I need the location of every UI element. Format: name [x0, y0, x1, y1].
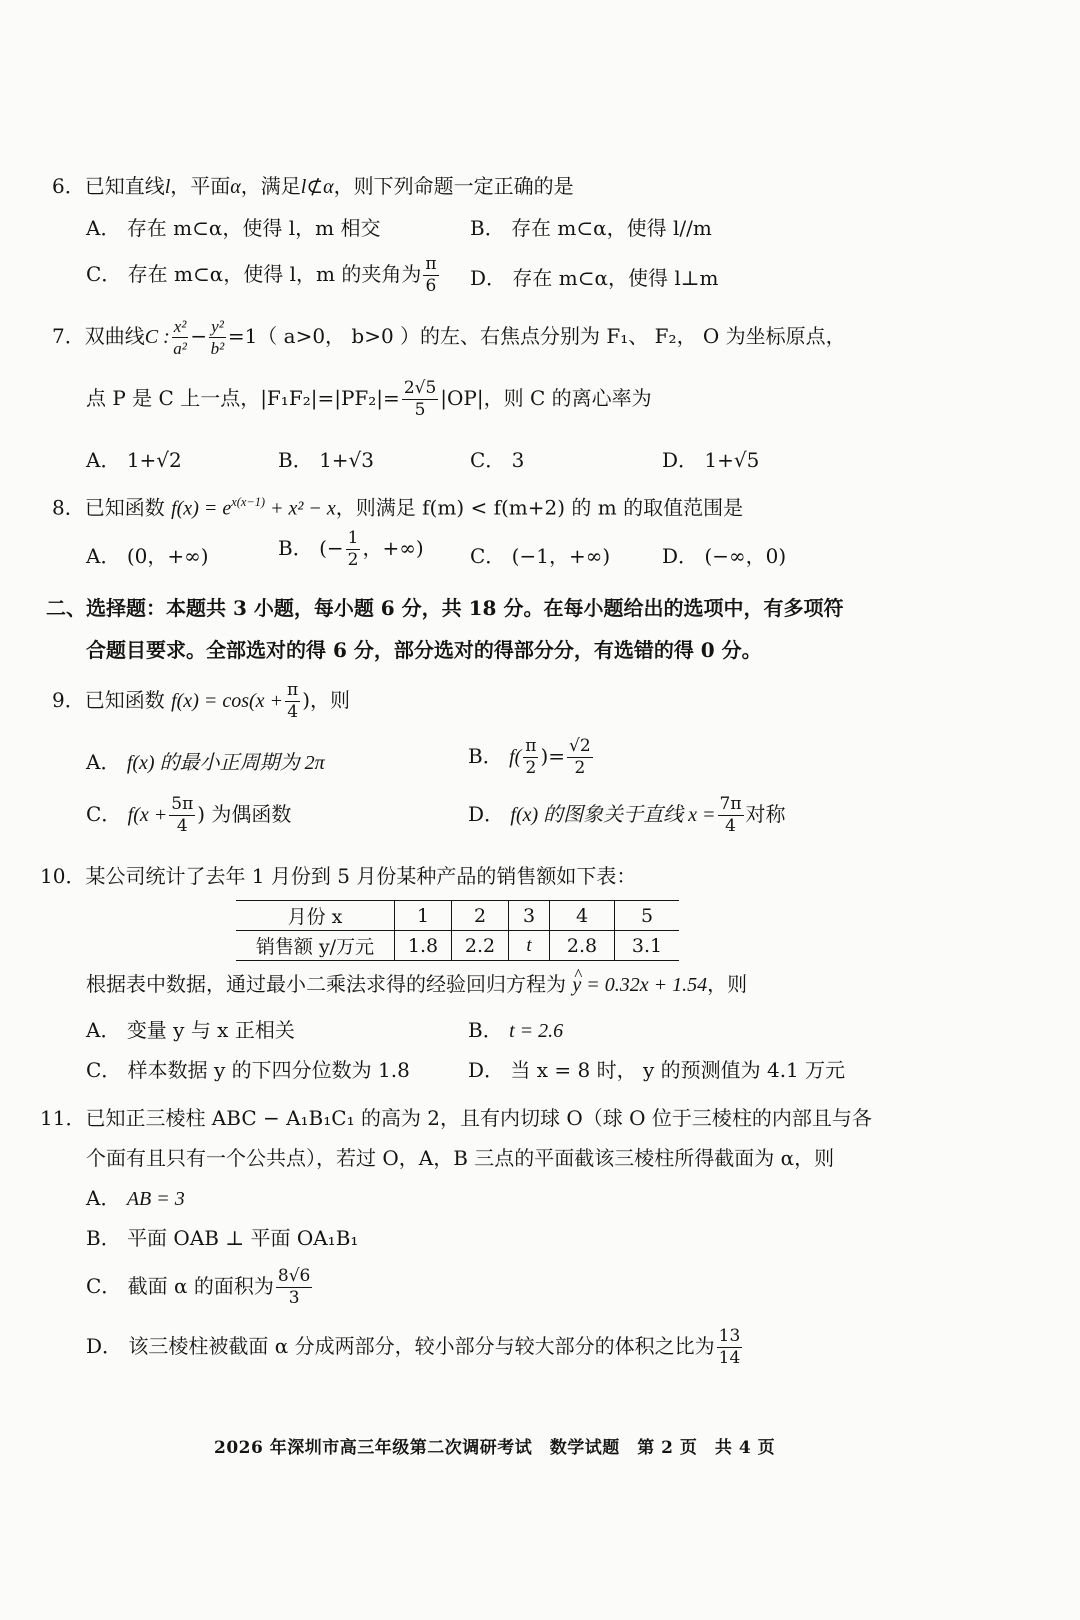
q6-option-b: B． 存在 m⊂α，使得 l//m	[470, 216, 712, 240]
q8-option-d: D． (−∞，0)	[662, 544, 787, 568]
q6-option-c: C． 存在 m⊂α，使得 l，m 的夹角为 $\frac{\pi}{6}$	[86, 254, 437, 296]
table-cell: 3.1	[615, 931, 680, 961]
q11-option-b: B． 平面 OAB ⊥ 平面 OA₁B₁	[86, 1226, 359, 1250]
table-header-cell: 月份 x	[236, 901, 395, 931]
q10-option-d: D． 当 x = 8 时， y 的预测值为 4.1 万元	[468, 1058, 846, 1082]
q7-option-b: B． 1+√3	[278, 448, 375, 472]
q11-option-a: A． AB = 3	[86, 1186, 185, 1210]
table-row	[236, 931, 679, 961]
q9-option-d: D． f(x) 的图象关于直线 x = $\frac{7\pi}{4}$ 对称	[468, 794, 786, 836]
table-cell: 2	[452, 901, 509, 931]
table-cell: 1	[395, 901, 452, 931]
q11-stem: 11．已知正三棱柱 ABC − A₁B₁C₁ 的高为 2，且有内切球 O（球 O 位于三棱柱的内部且与各	[40, 1106, 872, 1130]
q8-option-a: A． (0，+∞)	[86, 544, 209, 568]
table-cell: 2.2	[452, 931, 509, 961]
table-cell: 2.8	[550, 931, 615, 961]
q9-stem: 9．已知函数 f(x) = cos(x + $\frac{\pi}{4}$ )，则	[52, 680, 351, 722]
table-header-cell: 销售额 y/万元	[236, 931, 395, 961]
q8-option-c: C． (−1，+∞)	[470, 544, 611, 568]
q9-option-a: A． f(x) 的最小正周期为 2π	[86, 750, 325, 774]
q11-option-c: C． 截面 α 的面积为 $\frac{8√6}{3}$	[86, 1266, 311, 1308]
table-cell: 5	[615, 901, 680, 931]
q8-option-b: B． (− $\frac{1}{2}$ ，+∞)	[278, 528, 424, 570]
q7-option-d: D． 1+√5	[662, 448, 760, 472]
table-row	[236, 901, 679, 931]
table-cell: 1.8	[395, 931, 452, 961]
q6-option-a: A． 存在 m⊂α，使得 l，m 相交	[86, 216, 381, 240]
section2-heading-line1: 二、选择题：本题共 3 小题，每小题 6 分，共 18 分。在每小题给出的选项中，有多项符	[46, 596, 844, 620]
q10-stem: 10．某公司统计了去年 1 月份到 5 月份某种产品的销售额如下表：	[40, 864, 637, 888]
q10-option-a: A． 变量 y 与 x 正相关	[86, 1018, 295, 1042]
q7-stem: 7．双曲线C : $\frac{\text{x²}}{\text{a²}}$ − $\frac{\text{y²}}{\text{b²}}$ =1（ a>0， b>0 ）的左、右焦点分别为 F₁、 F₂， O 为坐标原点，	[52, 317, 846, 358]
q7-option-c: C． 3	[470, 448, 525, 472]
table-cell: 3	[509, 901, 550, 931]
q6-option-d: D． 存在 m⊂α，使得 l⊥m	[470, 266, 719, 290]
fraction: $\frac{\pi}{6}$	[425, 254, 437, 296]
q10-option-c: C． 样本数据 y 的下四分位数为 1.8	[86, 1058, 410, 1082]
q11-stem-line2: 个面有且只有一个公共点），若过 O，A，B 三点的平面截该三棱柱所得截面为 α，则	[86, 1146, 835, 1170]
table-cell: 4	[550, 901, 615, 931]
q11-option-d: D． 该三棱柱被截面 α 分成两部分，较小部分与较大部分的体积之比为 $\frac{13}{14}$	[86, 1326, 741, 1368]
q6-stem: 6．已知直线l，平面α，满足l⊄α，则下列命题一定正确的是	[52, 174, 574, 198]
q9-option-b: B． f( $\frac{\pi}{2}$ )= $\frac{√2}{2}$	[468, 736, 591, 778]
q10-option-b: B． t = 2.6	[468, 1018, 564, 1042]
section2-heading-line2: 合题目要求。全部选对的得 6 分，部分选对的得部分分，有选错的得 0 分。	[86, 638, 762, 662]
q8-stem: 8．已知函数 $f(x) = e^{x(x-1)} + x^2 - x$，则满足 f(m) < f(m+2) 的 m 的取值范围是	[52, 495, 744, 520]
sales-table	[236, 900, 679, 961]
q7-stem-line2: 点 P 是 C 上一点，|F₁F₂|=|PF₂|= $\frac{2√5}{5}$ |OP|，则 C 的离心率为	[86, 378, 652, 420]
q10-stem-line2: 根据表中数据，通过最小二乘法求得的经验回归方程为 ^ y = 0.32x + 1.54，则	[86, 974, 747, 995]
q9-option-c: C． f(x + $\frac{5\pi}{4}$ ) 为偶函数	[86, 794, 292, 836]
page-footer: 2026 年深圳市高三年级第二次调研考试 数学试题 第 2 页 共 4 页	[214, 1438, 776, 1458]
q7-option-a: A． 1+√2	[86, 448, 182, 472]
table-cell: t	[509, 931, 550, 961]
